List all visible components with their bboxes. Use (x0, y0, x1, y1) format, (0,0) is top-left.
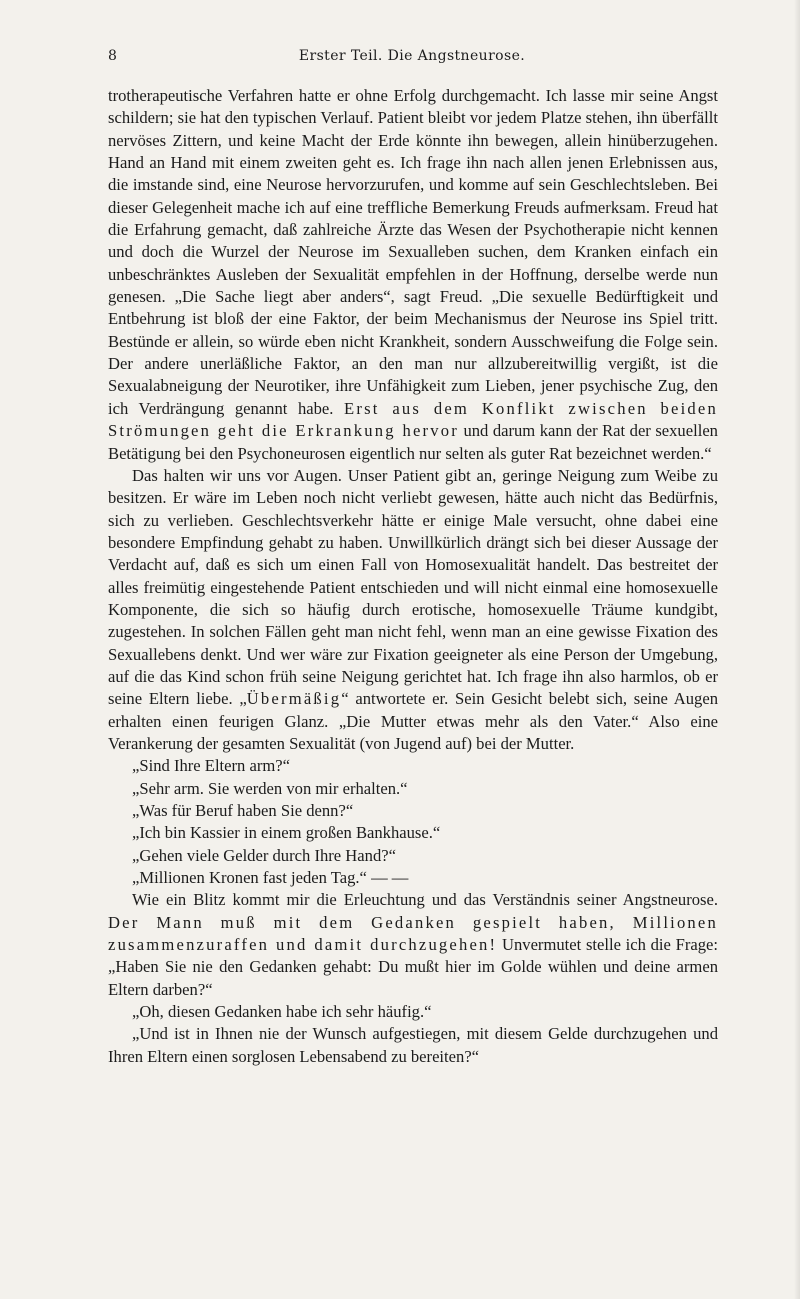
page-edge-shadow (794, 0, 800, 1299)
page-number: 8 (108, 48, 118, 64)
dialogue-line: „Sehr arm. Sie werden von mir erhalten.“ (132, 778, 408, 798)
dialogue-line: „Ich bin Kassier in einem großen Bankhause.“ (132, 823, 441, 843)
paragraph: trotherapeutische Verfahren hatte er ohne Erfolg durchgemacht. Ich lasse mir seine Angst schildern; sie hat den typischen Verlauf. Patient bleibt vor jedem Platze stehen, ihn überfällt nervöses Zittern, und keine Macht der Erde könnte ihn bewegen, allein hinüberzugehen. Hand an Hand mit einem zweiten geht es. Ich frage ihn nach allen jenen Erlebnissen aus, die imstande sind, eine Neurose hervorzurufen, und komme auf sein Geschlechtsleben. Bei dieser Gelegenheit mache ich auf eine treffliche Bemerkung Freuds aufmerksam. Freud hat die Erfahrung gemacht, daß zahlreiche Ärzte das Wesen der Psychotherapie nicht kennen und doch die Wurzel der Neurose im Sexualleben suchen, dem Kranken einfach ein unbeschränktes Ausleben der Sexualität empfehlen in der Hoffnung, derselbe werde nun genesen. „Die Sache liegt aber anders“, sagt Freud. „Die sexuelle Bedürftigkeit und Entbehrung ist bloß der eine Faktor, der beim Mechanismus der Neurose ins Spiel tritt. Bestünde er allein, so würde eben nicht Krankheit, sondern Ausschweifung die Folge sein. Der andere unerläßliche Faktor, an den man nur allzubereitwillig vergißt, ist die Sexualabneigung der Neurotiker, ihre Unfähigkeit zum Lieben, jener psychische Zug, den ich Verdrängung genannt habe. Erst aus dem Konflikt zwischen beiden Strömungen geht die Erkrankung hervor und darum kann der Rat der sexuellen Betätigung bei den Psychoneurosen eigentlich nur selten als guter Rat bezeichnet werden.“ (108, 86, 718, 463)
dialogue-line: „Millionen Kronen fast jeden Tag.“ — — (132, 868, 409, 888)
spaced-emphasis: Der Mann muß mit dem Gedanken gespielt haben, Millionen zusammenzuraffen und damit durchzugehen! (108, 912, 718, 955)
dialogue-line: „Sind Ihre Eltern arm?“ (132, 756, 291, 776)
paragraph: „Und ist in Ihnen nie der Wunsch aufgestiegen, mit diesem Gelde durchzugehen und Ihren Eltern einen sorglosen Lebensabend zu bereiten?“ (108, 1024, 718, 1066)
dialogue-line: „Gehen viele Gelder durch Ihre Hand?“ (132, 845, 396, 865)
body-text (108, 85, 718, 1068)
dialogue-line: „Oh, diesen Gedanken habe ich sehr häufig.“ (132, 1002, 432, 1022)
spaced-emphasis: Übermäßig (246, 689, 342, 709)
paragraph: Das halten wir uns vor Augen. Unser Patient gibt an, geringe Neigung zum Weibe zu besitzen. Er wäre im Leben noch nicht verliebt gewesen, hätte auch nicht das Bedürfnis, sich zu verlieben. Geschlechtsverkehr hätte er einige Male versucht, ohne dabei eine besondere Empfindung gehabt zu haben. Unwillkürlich drängt sich bei dieser Aussage der Verdacht auf, daß es sich um einen Fall von Homosexualität handelt. Das bestreitet der alles freimütig eingestehende Patient entschieden und will nicht einmal eine homosexuelle Komponente, die sich so häufig durch erotische, homosexuelle Träume kundgibt, zugestehen. In solchen Fällen geht man nicht fehl, wenn man an eine gewisse Fixation des Sexuallebens denkt. Und wer wäre zur Fixation geeigneter als eine Person der Umgebung, auf die das Kind schon früh seine Neigung gerichtet hat. Ich frage ihn also harmlos, ob er seine Eltern liebe. „Übermäßig“ antwortete er. Sein Gesicht belebt sich, seine Augen erhalten einen feurigen Glanz. „Die Mutter etwas mehr als den Vater.“ Also eine Verankerung der gesamten Sexualität (von Jugend auf) bei der Mutter. (108, 465, 718, 753)
paragraph: Wie ein Blitz kommt mir die Erleuchtung und das Verständnis seiner Angstneurose. Der Mann muß mit dem Gedanken gespielt haben, Millionen zusammenzuraffen und damit durchzugehen! Unvermutet stelle ich die Frage: „Haben Sie nie den Gedanken gehabt: Du mußt hier im Golde wühlen und deine armen Eltern darben?“ (108, 890, 718, 999)
dialogue-line: „Was für Beruf haben Sie denn?“ (132, 801, 354, 820)
running-title: Erster Teil. Die Angstneurose. (298, 48, 526, 64)
spaced-emphasis: Erst aus dem Konflikt zwischen beiden Strömungen geht die Erkrankung hervor (108, 398, 718, 441)
